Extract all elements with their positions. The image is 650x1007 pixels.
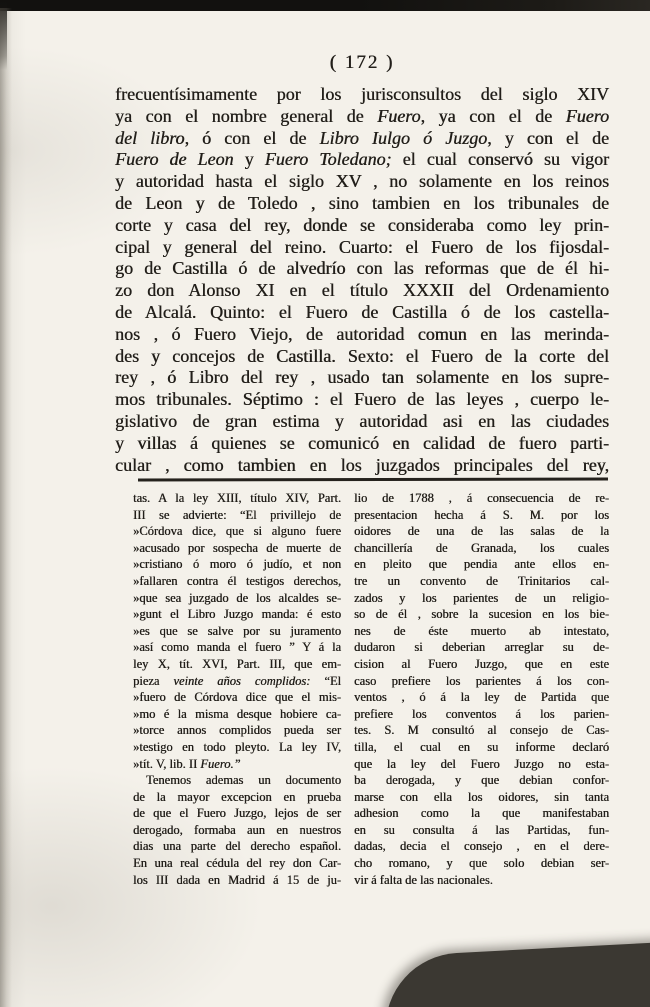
text-segment: presentacion hecha á S. M. por los: [354, 507, 609, 522]
text-line: [354, 490, 609, 507]
text-segment: del libro: [115, 127, 185, 148]
text-line: [115, 411, 609, 433]
text-segment: dudaron si deberian arreglar su de-: [354, 640, 609, 655]
text-line: [133, 789, 341, 806]
text-segment: prefiere los conventos á los parien-: [354, 706, 609, 721]
text-line: [354, 673, 609, 690]
text-line: [133, 556, 341, 573]
text-segment: »cristiano ó moro ó judío, et non: [133, 557, 341, 572]
text-line: [115, 389, 609, 411]
text-line: [354, 507, 609, 524]
text-segment: pieza: [133, 673, 174, 688]
text-segment: tas. A la ley XIII, título XIV, Part.: [133, 491, 341, 505]
text-segment: marse con ella los oidores, sin tanta: [354, 789, 609, 804]
text-line: [354, 623, 609, 640]
text-segment: ventos , ó á la ley de Partida que: [354, 690, 609, 705]
text-segment: »mo é la misma desque hobiere ca-: [133, 706, 341, 721]
text-line: [133, 822, 341, 839]
text-segment: , ya con el de: [420, 105, 566, 126]
text-line: [115, 280, 609, 302]
text-segment: Fuero: [565, 105, 609, 126]
text-line: [354, 756, 609, 773]
text-line: [115, 455, 609, 477]
text-segment: , ó con el de: [184, 127, 320, 148]
text-segment: »tít. V, lib. II: [133, 756, 201, 771]
text-line: [115, 433, 609, 455]
text-segment: en pleito que pendia ante ellos en-: [354, 557, 609, 572]
text-line: [354, 772, 609, 789]
text-line: [133, 606, 341, 623]
scan-corner-shadow: [382, 941, 650, 1007]
text-segment: Libro Iulgo ó Juzgo: [319, 127, 488, 148]
text-line: [133, 722, 341, 739]
text-line: [133, 706, 341, 723]
text-segment: »gunt el Libro Juzgo manda: é esto: [133, 607, 341, 622]
text-segment: mos tribunales. Séptimo : el Fuero de las leyes , cuerpo le-: [115, 389, 609, 410]
text-line: [133, 623, 341, 640]
text-line: [133, 639, 341, 656]
text-segment: tes. S. M consultó al consejo de Cas-: [354, 723, 609, 738]
text-segment: zados y los parientes de un religio-: [354, 590, 609, 605]
text-segment: tre un convento de Trinitarios cal-: [354, 573, 609, 588]
text-segment: y: [233, 149, 265, 170]
text-segment: chancillería de Granada, los cuales: [354, 540, 609, 555]
text-segment: “El: [310, 673, 341, 688]
text-line: [133, 772, 341, 789]
text-segment: cho romano, y que solo debian ser-: [354, 856, 609, 871]
text-segment: cular , como tambien en los juzgados principales del rey,: [115, 454, 609, 475]
text-segment: »fallaren contra él testigos derechos,: [133, 573, 341, 588]
text-segment: lio de 1788 , á consecuencia de re-: [354, 491, 609, 505]
text-segment: Fuero Toledano;: [264, 149, 392, 170]
text-segment: Fuero de Leon: [115, 149, 234, 170]
text-segment: »así como manda el fuero ” Y á la: [133, 640, 341, 655]
footnote-column-left: [133, 490, 341, 888]
text-line: [354, 556, 609, 573]
scan-left-edge: [0, 8, 12, 1007]
text-segment: »acusado por sospecha de muerte de: [133, 540, 341, 555]
text-line: [133, 739, 341, 756]
text-line: [115, 367, 609, 389]
text-segment: nos , ó Fuero Viejo, de autoridad comun en las merinda-: [115, 323, 609, 344]
text-line: [133, 838, 341, 855]
text-segment: y autoridad hasta el siglo XV , no solamente en los reinos: [115, 171, 609, 192]
text-segment: Tenemos ademas un documento: [146, 773, 341, 788]
text-segment: III se advierte: “El privillejo de: [133, 507, 341, 522]
text-segment: go de Castilla ó de alvedrío con las reformas que de él hi-: [115, 258, 609, 279]
text-segment: dadas, decia el consejo , en el dere-: [354, 839, 609, 854]
text-segment: y villas á quienes se comunicó en calidad de fuero parti-: [115, 432, 609, 453]
text-segment: en su consulta á las Partidas, fun-: [354, 822, 609, 837]
text-line: [115, 106, 609, 128]
text-segment: veinte años complidos:: [173, 673, 311, 688]
scan-top-edge: [0, 0, 650, 11]
text-segment: ba derogada, y que debian confor-: [354, 773, 609, 788]
text-segment: »es que se salve por su juramento: [133, 623, 341, 638]
text-segment: rey , ó Libro del rey , usado tan solamente en los supre-: [115, 367, 609, 388]
text-line: [354, 523, 609, 540]
text-line: [133, 523, 341, 540]
text-segment: cipal y general del reino. Cuarto: el Fuero de los fijosdal-: [115, 236, 609, 257]
text-segment: des y concejos de Castilla. Sexto: el Fuero de la corte del: [115, 345, 609, 366]
text-segment: oidores de una de las salas de la: [354, 524, 609, 539]
text-segment: nes de éste muerto ab intestato,: [354, 623, 609, 638]
text-segment: frecuentísimamente por los jurisconsultos del siglo XIV: [115, 84, 609, 104]
text-segment: Fuero: [377, 105, 421, 126]
text-line: [115, 149, 609, 171]
text-line: [354, 822, 609, 839]
text-line: [354, 805, 609, 822]
text-segment: de Alcalá. Quinto: el Fuero de Castilla ó de los castella-: [115, 301, 609, 322]
text-segment: derogado, formaba aun en nuestros: [133, 822, 341, 837]
text-line: [133, 756, 341, 773]
text-line: [133, 573, 341, 590]
text-line: [115, 258, 609, 280]
text-line: [354, 606, 609, 623]
text-line: [133, 656, 341, 673]
text-line: [354, 872, 609, 889]
text-segment: tilla, el cual en su informe declaró: [354, 739, 609, 754]
text-segment: zo don Alonso XI en el título XXXII del Ordenamiento: [115, 280, 609, 301]
text-segment: »testigo en todo pleyto. La ley IV,: [133, 739, 341, 754]
text-line: [354, 739, 609, 756]
text-segment: de Leon y de Toledo , sino tambien en los tribunales de: [115, 192, 609, 213]
text-segment: los III dada en Madrid á 15 de ju-: [133, 872, 341, 887]
text-segment: de la mayor excepcion en prueba: [133, 789, 341, 804]
text-line: [133, 805, 341, 822]
text-line: [115, 84, 609, 106]
text-segment: , y con el de: [487, 127, 609, 148]
text-line: [133, 855, 341, 872]
text-segment: »fuero de Córdova dice que el mis-: [133, 690, 341, 705]
page-number: ( 172 ): [329, 52, 395, 73]
text-segment: ya con el nombre general de: [115, 105, 378, 126]
text-segment: que la ley del Fuero Juzgo no esta-: [354, 756, 609, 771]
text-segment: »torce annos complidos pueda ser: [133, 723, 341, 738]
text-segment: En una real cédula del rey don Car-: [133, 856, 341, 871]
text-segment: Fuero.”: [200, 756, 241, 771]
text-segment: el cual conservó su vigor: [391, 149, 610, 170]
text-segment: gislativo de gran estima y autoridad asi en las ciudades: [115, 410, 609, 431]
main-paragraph: [115, 84, 609, 476]
footnote-separator-rule: [138, 478, 608, 482]
text-line: [354, 590, 609, 607]
text-line: [354, 706, 609, 723]
text-line: [354, 656, 609, 673]
text-line: [115, 346, 609, 368]
text-line: [354, 838, 609, 855]
text-segment: »Córdova dice, que si alguno fuere: [133, 524, 341, 539]
text-segment: caso prefiere los parientes á los con-: [354, 673, 609, 688]
footnotes: [133, 490, 609, 888]
text-line: [115, 324, 609, 346]
footnote-column-right: [354, 490, 609, 888]
text-line: [354, 689, 609, 706]
text-line: [354, 722, 609, 739]
text-segment: so de él , sobre la sucesion en los bie-: [354, 607, 609, 622]
text-line: [115, 237, 609, 259]
text-segment: vir á falta de las nacionales.: [354, 872, 493, 887]
text-line: [115, 128, 609, 150]
text-line: [115, 302, 609, 324]
text-line: [115, 193, 609, 215]
text-segment: adhesion como la que manifestaban: [354, 806, 609, 821]
text-line: [133, 507, 341, 524]
text-line: [133, 673, 341, 690]
text-segment: ley X, tít. XVI, Part. III, que em-: [133, 656, 341, 671]
text-segment: corte y casa del rey, donde se consideraba como ley prin-: [115, 214, 609, 235]
text-segment: cision al Fuero Juzgo, que en este: [354, 656, 609, 671]
text-line: [354, 573, 609, 590]
text-line: [354, 855, 609, 872]
text-line: [133, 490, 341, 507]
text-segment: »que sea juzgado de los alcaldes se-: [133, 590, 341, 605]
text-line: [115, 215, 609, 237]
text-line: [133, 689, 341, 706]
text-line: [133, 872, 341, 889]
text-line: [354, 639, 609, 656]
text-line: [133, 590, 341, 607]
text-segment: dias una parte del derecho español.: [133, 839, 341, 854]
text-line: [133, 540, 341, 557]
text-line: [354, 540, 609, 557]
text-line: [354, 789, 609, 806]
text-line: [115, 171, 609, 193]
text-segment: de que el Fuero Juzgo, lejos de ser: [133, 806, 341, 821]
